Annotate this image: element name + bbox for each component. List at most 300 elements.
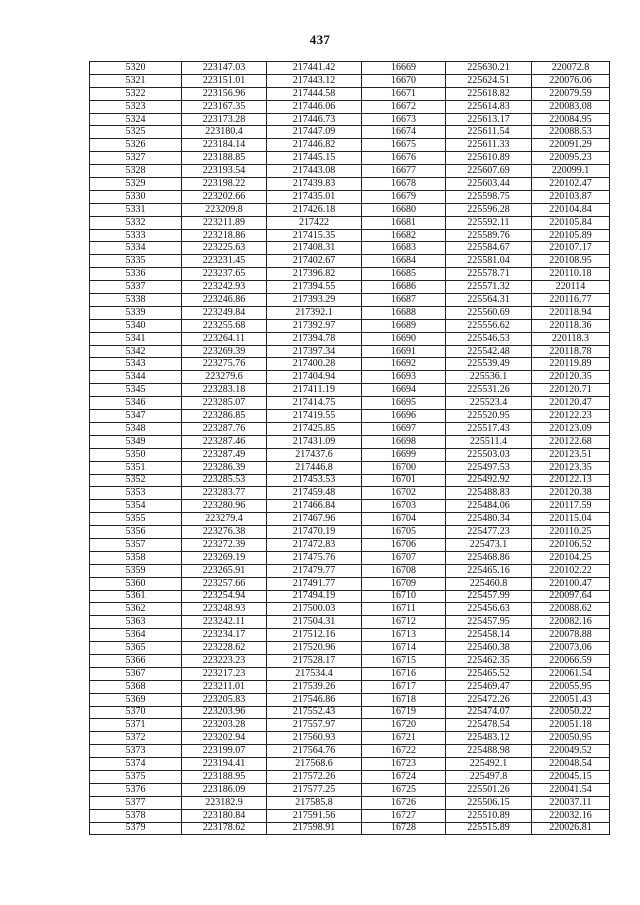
table-row: [90, 242, 610, 255]
x-coordinate-cell: 225556.62: [446, 319, 532, 332]
y-coordinate-cell: 220026.81: [532, 822, 610, 835]
y-coordinate-cell: 217444.58: [267, 87, 362, 100]
x-coordinate-cell: 223280.96: [182, 500, 267, 513]
table-row: [90, 294, 610, 307]
table-row: [90, 745, 610, 758]
y-coordinate-cell: 220120.38: [532, 487, 610, 500]
x-coordinate-cell: 223156.96: [182, 87, 267, 100]
table-row: [90, 87, 610, 100]
point-number-cell: 5366: [90, 654, 182, 667]
point-number-cell: 5359: [90, 564, 182, 577]
y-coordinate-cell: 220084.95: [532, 113, 610, 126]
x-coordinate-cell: 225497.53: [446, 461, 532, 474]
table-row: [90, 371, 610, 384]
y-coordinate-cell: 220114: [532, 281, 610, 294]
y-coordinate-cell: 220118.94: [532, 306, 610, 319]
table-row: [90, 319, 610, 332]
table-row: [90, 526, 610, 539]
y-coordinate-cell: 220123.35: [532, 461, 610, 474]
table-row: [90, 332, 610, 345]
y-coordinate-cell: 217446.06: [267, 100, 362, 113]
point-number-cell: 5322: [90, 87, 182, 100]
x-coordinate-cell: 223276.38: [182, 526, 267, 539]
table-row: [90, 564, 610, 577]
point-number-cell: 16684: [362, 255, 446, 268]
point-number-cell: 16678: [362, 178, 446, 191]
y-coordinate-cell: 220116.77: [532, 294, 610, 307]
x-coordinate-cell: 225457.99: [446, 590, 532, 603]
x-coordinate-cell: 225478.54: [446, 719, 532, 732]
point-number-cell: 16674: [362, 126, 446, 139]
y-coordinate-cell: 220103.87: [532, 190, 610, 203]
table-row: [90, 487, 610, 500]
x-coordinate-cell: 223257.66: [182, 577, 267, 590]
y-coordinate-cell: 220104.84: [532, 203, 610, 216]
point-number-cell: 5374: [90, 758, 182, 771]
table-row: [90, 216, 610, 229]
y-coordinate-cell: 220122.13: [532, 474, 610, 487]
y-coordinate-cell: 220104.25: [532, 551, 610, 564]
x-coordinate-cell: 225473.1: [446, 538, 532, 551]
table-row: [90, 345, 610, 358]
y-coordinate-cell: 217443.08: [267, 165, 362, 178]
x-coordinate-cell: 223203.28: [182, 719, 267, 732]
point-number-cell: 16671: [362, 87, 446, 100]
y-coordinate-cell: 217397.34: [267, 345, 362, 358]
x-coordinate-cell: 225611.54: [446, 126, 532, 139]
x-coordinate-cell: 225501.26: [446, 783, 532, 796]
x-coordinate-cell: 223272.39: [182, 538, 267, 551]
x-coordinate-cell: 223254.94: [182, 590, 267, 603]
table-row: [90, 165, 610, 178]
table-row: [90, 732, 610, 745]
x-coordinate-cell: 223167.35: [182, 100, 267, 113]
point-number-cell: 5354: [90, 500, 182, 513]
point-number-cell: 16728: [362, 822, 446, 835]
point-number-cell: 16694: [362, 384, 446, 397]
point-number-cell: 16726: [362, 796, 446, 809]
point-number-cell: 16680: [362, 203, 446, 216]
x-coordinate-cell: 225598.75: [446, 190, 532, 203]
y-coordinate-cell: 217426.18: [267, 203, 362, 216]
x-coordinate-cell: 223286.85: [182, 410, 267, 423]
y-coordinate-cell: 220123.09: [532, 422, 610, 435]
point-number-cell: 16699: [362, 448, 446, 461]
y-coordinate-cell: 220051.18: [532, 719, 610, 732]
x-coordinate-cell: 225497.8: [446, 770, 532, 783]
table-row: [90, 758, 610, 771]
x-coordinate-cell: 225480.34: [446, 513, 532, 526]
y-coordinate-cell: 217437.6: [267, 448, 362, 461]
x-coordinate-cell: 225542.48: [446, 345, 532, 358]
point-number-cell: 5375: [90, 770, 182, 783]
table-row: [90, 796, 610, 809]
point-number-cell: 16706: [362, 538, 446, 551]
table-row: [90, 616, 610, 629]
x-coordinate-cell: 225465.16: [446, 564, 532, 577]
x-coordinate-cell: 223286.39: [182, 461, 267, 474]
x-coordinate-cell: 225477.23: [446, 526, 532, 539]
x-coordinate-cell: 223287.49: [182, 448, 267, 461]
point-number-cell: 5377: [90, 796, 182, 809]
x-coordinate-cell: 225589.76: [446, 229, 532, 242]
point-number-cell: 5325: [90, 126, 182, 139]
point-number-cell: 16685: [362, 268, 446, 281]
y-coordinate-cell: 220122.68: [532, 435, 610, 448]
point-number-cell: 5342: [90, 345, 182, 358]
y-coordinate-cell: 217394.55: [267, 281, 362, 294]
y-coordinate-cell: 220050.22: [532, 706, 610, 719]
x-coordinate-cell: 225603.44: [446, 178, 532, 191]
y-coordinate-cell: 217560.93: [267, 732, 362, 745]
table-body: [90, 62, 610, 835]
table-row: [90, 139, 610, 152]
y-coordinate-cell: 217528.17: [267, 654, 362, 667]
x-coordinate-cell: 223228.62: [182, 642, 267, 655]
point-number-cell: 16713: [362, 629, 446, 642]
y-coordinate-cell: 220055.95: [532, 680, 610, 693]
y-coordinate-cell: 217446.82: [267, 139, 362, 152]
table-row: [90, 384, 610, 397]
x-coordinate-cell: 225613.17: [446, 113, 532, 126]
x-coordinate-cell: 223193.54: [182, 165, 267, 178]
point-number-cell: 16698: [362, 435, 446, 448]
x-coordinate-cell: 223151.01: [182, 74, 267, 87]
y-coordinate-cell: 217534.4: [267, 667, 362, 680]
x-coordinate-cell: 223182.9: [182, 796, 267, 809]
x-coordinate-cell: 225511.4: [446, 435, 532, 448]
y-coordinate-cell: 217467.96: [267, 513, 362, 526]
y-coordinate-cell: 217445.15: [267, 152, 362, 165]
point-number-cell: 16711: [362, 603, 446, 616]
y-coordinate-cell: 217396.82: [267, 268, 362, 281]
y-coordinate-cell: 220082.16: [532, 616, 610, 629]
y-coordinate-cell: 220088.62: [532, 603, 610, 616]
y-coordinate-cell: 217479.77: [267, 564, 362, 577]
point-number-cell: 5345: [90, 384, 182, 397]
point-number-cell: 16716: [362, 667, 446, 680]
y-coordinate-cell: 217415.35: [267, 229, 362, 242]
x-coordinate-cell: 225560.69: [446, 306, 532, 319]
table-row: [90, 268, 610, 281]
x-coordinate-cell: 225564.31: [446, 294, 532, 307]
point-number-cell: 16700: [362, 461, 446, 474]
point-number-cell: 5341: [90, 332, 182, 345]
table-row: [90, 603, 610, 616]
x-coordinate-cell: 225630.21: [446, 62, 532, 75]
y-coordinate-cell: 217539.26: [267, 680, 362, 693]
point-number-cell: 16707: [362, 551, 446, 564]
point-number-cell: 5337: [90, 281, 182, 294]
x-coordinate-cell: 223265.91: [182, 564, 267, 577]
y-coordinate-cell: 217494.19: [267, 590, 362, 603]
table-row: [90, 422, 610, 435]
x-coordinate-cell: 223184.14: [182, 139, 267, 152]
x-coordinate-cell: 223180.84: [182, 809, 267, 822]
point-number-cell: 5338: [90, 294, 182, 307]
y-coordinate-cell: 217414.75: [267, 397, 362, 410]
x-coordinate-cell: 223287.46: [182, 435, 267, 448]
x-coordinate-cell: 223218.86: [182, 229, 267, 242]
point-number-cell: 5371: [90, 719, 182, 732]
x-coordinate-cell: 223242.11: [182, 616, 267, 629]
x-coordinate-cell: 223283.18: [182, 384, 267, 397]
table-row: [90, 654, 610, 667]
x-coordinate-cell: 223211.89: [182, 216, 267, 229]
y-coordinate-cell: 220091.29: [532, 139, 610, 152]
y-coordinate-cell: 217598.91: [267, 822, 362, 835]
point-number-cell: 16669: [362, 62, 446, 75]
table-row: [90, 629, 610, 642]
y-coordinate-cell: 217568.6: [267, 758, 362, 771]
x-coordinate-cell: 223283.77: [182, 487, 267, 500]
y-coordinate-cell: 217572.26: [267, 770, 362, 783]
y-coordinate-cell: 217475.76: [267, 551, 362, 564]
point-number-cell: 16714: [362, 642, 446, 655]
x-coordinate-cell: 223186.09: [182, 783, 267, 796]
table-row: [90, 577, 610, 590]
point-number-cell: 16703: [362, 500, 446, 513]
table-row: [90, 358, 610, 371]
x-coordinate-cell: 225596.28: [446, 203, 532, 216]
x-coordinate-cell: 225456.63: [446, 603, 532, 616]
x-coordinate-cell: 223225.63: [182, 242, 267, 255]
x-coordinate-cell: 223287.76: [182, 422, 267, 435]
x-coordinate-cell: 225614.83: [446, 100, 532, 113]
y-coordinate-cell: 220120.35: [532, 371, 610, 384]
point-number-cell: 5362: [90, 603, 182, 616]
point-number-cell: 5330: [90, 190, 182, 203]
point-number-cell: 16693: [362, 371, 446, 384]
y-coordinate-cell: 220123.51: [532, 448, 610, 461]
table-row: [90, 719, 610, 732]
point-number-cell: 16681: [362, 216, 446, 229]
point-number-cell: 16705: [362, 526, 446, 539]
table-row: [90, 178, 610, 191]
y-coordinate-cell: 220120.71: [532, 384, 610, 397]
y-coordinate-cell: 217466.84: [267, 500, 362, 513]
y-coordinate-cell: 220118.3: [532, 332, 610, 345]
point-number-cell: 16672: [362, 100, 446, 113]
x-coordinate-cell: 225465.52: [446, 667, 532, 680]
table-row: [90, 783, 610, 796]
point-number-cell: 5347: [90, 410, 182, 423]
y-coordinate-cell: 217431.09: [267, 435, 362, 448]
y-coordinate-cell: 217446.73: [267, 113, 362, 126]
point-number-cell: 16696: [362, 410, 446, 423]
y-coordinate-cell: 217411.19: [267, 384, 362, 397]
y-coordinate-cell: 217577.25: [267, 783, 362, 796]
point-number-cell: 5367: [90, 667, 182, 680]
point-number-cell: 5350: [90, 448, 182, 461]
y-coordinate-cell: 217447.09: [267, 126, 362, 139]
y-coordinate-cell: 217408.31: [267, 242, 362, 255]
table-row: [90, 590, 610, 603]
table-row: [90, 667, 610, 680]
y-coordinate-cell: 220110.25: [532, 526, 610, 539]
x-coordinate-cell: 225458.14: [446, 629, 532, 642]
y-coordinate-cell: 220083.08: [532, 100, 610, 113]
x-coordinate-cell: 225624.51: [446, 74, 532, 87]
y-coordinate-cell: 217564.76: [267, 745, 362, 758]
point-number-cell: 5324: [90, 113, 182, 126]
x-coordinate-cell: 223188.85: [182, 152, 267, 165]
x-coordinate-cell: 223198.22: [182, 178, 267, 191]
y-coordinate-cell: 217441.42: [267, 62, 362, 75]
point-number-cell: 16704: [362, 513, 446, 526]
point-number-cell: 16689: [362, 319, 446, 332]
y-coordinate-cell: 217453.53: [267, 474, 362, 487]
y-coordinate-cell: 220061.54: [532, 667, 610, 680]
x-coordinate-cell: 225578.71: [446, 268, 532, 281]
x-coordinate-cell: 225520.95: [446, 410, 532, 423]
y-coordinate-cell: 217402.67: [267, 255, 362, 268]
point-number-cell: 5358: [90, 551, 182, 564]
x-coordinate-cell: 223147.03: [182, 62, 267, 75]
point-number-cell: 5332: [90, 216, 182, 229]
point-number-cell: 5355: [90, 513, 182, 526]
point-number-cell: 16675: [362, 139, 446, 152]
table-row: [90, 693, 610, 706]
x-coordinate-cell: 223209.8: [182, 203, 267, 216]
point-number-cell: 16719: [362, 706, 446, 719]
x-coordinate-cell: 225483.12: [446, 732, 532, 745]
x-coordinate-cell: 225515.89: [446, 822, 532, 835]
table-row: [90, 500, 610, 513]
y-coordinate-cell: 220041.54: [532, 783, 610, 796]
x-coordinate-cell: 225468.86: [446, 551, 532, 564]
y-coordinate-cell: 217394.78: [267, 332, 362, 345]
y-coordinate-cell: 217512.16: [267, 629, 362, 642]
y-coordinate-cell: 217439.83: [267, 178, 362, 191]
y-coordinate-cell: 217557.97: [267, 719, 362, 732]
x-coordinate-cell: 225546.53: [446, 332, 532, 345]
y-coordinate-cell: 220066.59: [532, 654, 610, 667]
y-coordinate-cell: 217520.96: [267, 642, 362, 655]
y-coordinate-cell: 220106.52: [532, 538, 610, 551]
point-number-cell: 16682: [362, 229, 446, 242]
point-number-cell: 5339: [90, 306, 182, 319]
x-coordinate-cell: 223231.45: [182, 255, 267, 268]
y-coordinate-cell: 220118.78: [532, 345, 610, 358]
y-coordinate-cell: 217393.29: [267, 294, 362, 307]
y-coordinate-cell: 220072.8: [532, 62, 610, 75]
table-row: [90, 474, 610, 487]
x-coordinate-cell: 225592.11: [446, 216, 532, 229]
y-coordinate-cell: 217419.55: [267, 410, 362, 423]
point-number-cell: 5349: [90, 435, 182, 448]
point-number-cell: 16712: [362, 616, 446, 629]
point-number-cell: 16709: [362, 577, 446, 590]
point-number-cell: 16724: [362, 770, 446, 783]
x-coordinate-cell: 225472.26: [446, 693, 532, 706]
y-coordinate-cell: 220037.11: [532, 796, 610, 809]
point-number-cell: 5344: [90, 371, 182, 384]
table-row: [90, 538, 610, 551]
x-coordinate-cell: 225474.07: [446, 706, 532, 719]
point-number-cell: 5364: [90, 629, 182, 642]
y-coordinate-cell: 220118.36: [532, 319, 610, 332]
point-number-cell: 16710: [362, 590, 446, 603]
point-number-cell: 16717: [362, 680, 446, 693]
x-coordinate-cell: 225611.33: [446, 139, 532, 152]
x-coordinate-cell: 223202.66: [182, 190, 267, 203]
table-row: [90, 190, 610, 203]
x-coordinate-cell: 223211.01: [182, 680, 267, 693]
point-number-cell: 5370: [90, 706, 182, 719]
x-coordinate-cell: 223279.4: [182, 513, 267, 526]
x-coordinate-cell: 225460.38: [446, 642, 532, 655]
y-coordinate-cell: 220073.06: [532, 642, 610, 655]
point-number-cell: 16720: [362, 719, 446, 732]
y-coordinate-cell: 220117.59: [532, 500, 610, 513]
x-coordinate-cell: 225536.1: [446, 371, 532, 384]
y-coordinate-cell: 220105.84: [532, 216, 610, 229]
x-coordinate-cell: 223205.83: [182, 693, 267, 706]
point-number-cell: 5343: [90, 358, 182, 371]
y-coordinate-cell: 220097.64: [532, 590, 610, 603]
y-coordinate-cell: 220120.47: [532, 397, 610, 410]
point-number-cell: 5353: [90, 487, 182, 500]
point-number-cell: 5329: [90, 178, 182, 191]
x-coordinate-cell: 225506.15: [446, 796, 532, 809]
point-number-cell: 5352: [90, 474, 182, 487]
point-number-cell: 5369: [90, 693, 182, 706]
point-number-cell: 16677: [362, 165, 446, 178]
point-number-cell: 5365: [90, 642, 182, 655]
table-row: [90, 281, 610, 294]
point-number-cell: 16695: [362, 397, 446, 410]
x-coordinate-cell: 223178.62: [182, 822, 267, 835]
table-row: [90, 410, 610, 423]
point-number-cell: 5326: [90, 139, 182, 152]
point-number-cell: 5331: [90, 203, 182, 216]
x-coordinate-cell: 223269.39: [182, 345, 267, 358]
y-coordinate-cell: 220107.17: [532, 242, 610, 255]
table-row: [90, 126, 610, 139]
point-number-cell: 5334: [90, 242, 182, 255]
y-coordinate-cell: 217446.8: [267, 461, 362, 474]
x-coordinate-cell: 225618.82: [446, 87, 532, 100]
coordinates-table: [89, 61, 610, 835]
point-number-cell: 16715: [362, 654, 446, 667]
table-row: [90, 397, 610, 410]
y-coordinate-cell: 217504.31: [267, 616, 362, 629]
table-row: [90, 229, 610, 242]
x-coordinate-cell: 223255.68: [182, 319, 267, 332]
point-number-cell: 5372: [90, 732, 182, 745]
point-number-cell: 5378: [90, 809, 182, 822]
point-number-cell: 5320: [90, 62, 182, 75]
y-coordinate-cell: 217404.94: [267, 371, 362, 384]
point-number-cell: 16722: [362, 745, 446, 758]
x-coordinate-cell: 225571.32: [446, 281, 532, 294]
x-coordinate-cell: 225517.43: [446, 422, 532, 435]
x-coordinate-cell: 223249.84: [182, 306, 267, 319]
table-row: [90, 100, 610, 113]
point-number-cell: 16692: [362, 358, 446, 371]
x-coordinate-cell: 223217.23: [182, 667, 267, 680]
y-coordinate-cell: 220048.54: [532, 758, 610, 771]
y-coordinate-cell: 220088.53: [532, 126, 610, 139]
y-coordinate-cell: 217552.43: [267, 706, 362, 719]
x-coordinate-cell: 223234.17: [182, 629, 267, 642]
point-number-cell: 5360: [90, 577, 182, 590]
y-coordinate-cell: 220051.43: [532, 693, 610, 706]
table-row: [90, 152, 610, 165]
x-coordinate-cell: 223199.07: [182, 745, 267, 758]
table-row: [90, 435, 610, 448]
